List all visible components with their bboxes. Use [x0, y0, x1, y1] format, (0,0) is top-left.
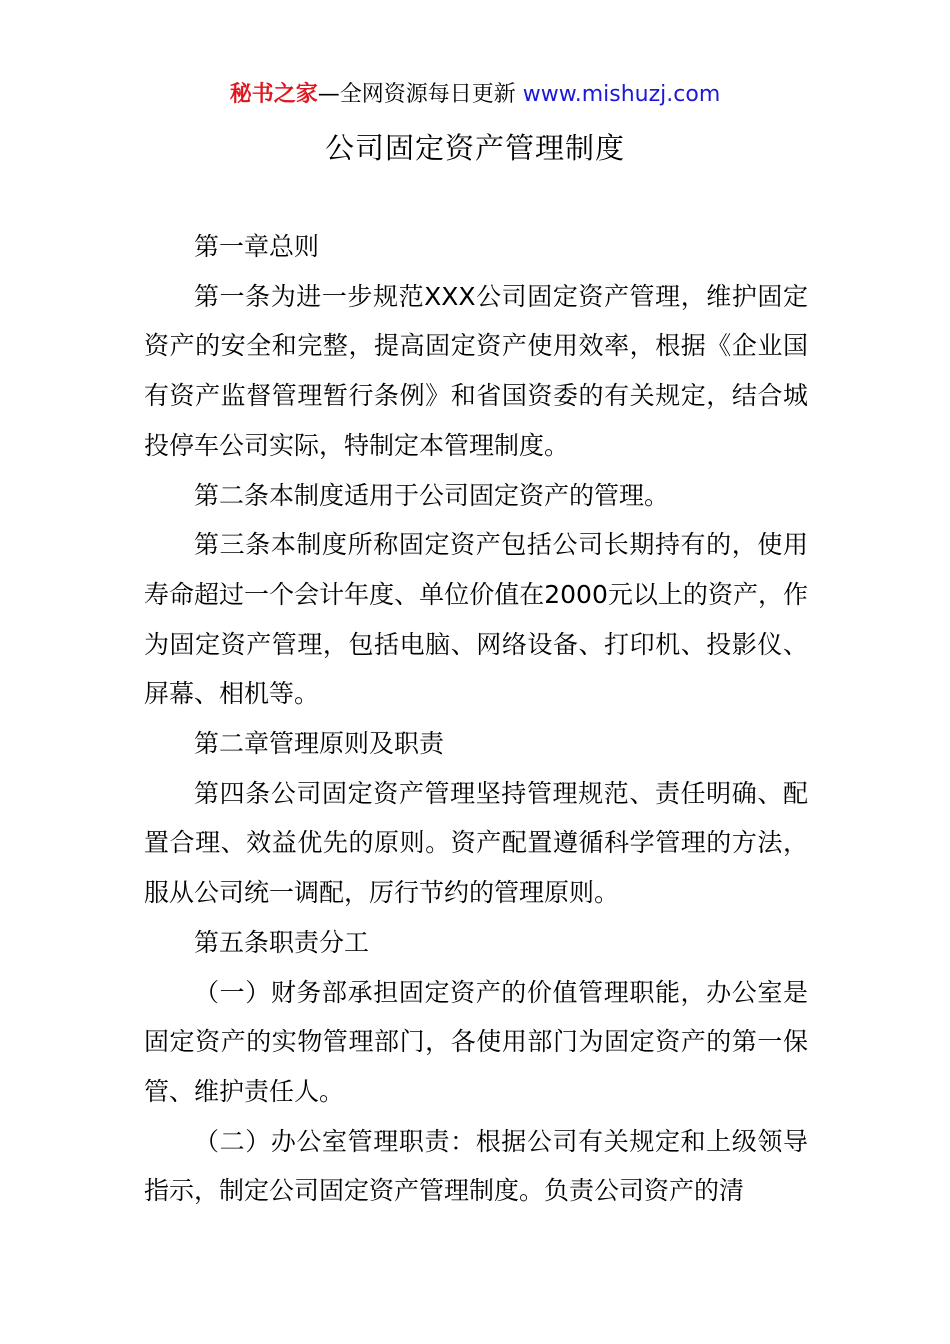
- site-header: [0, 78, 950, 112]
- chapter-heading: 第二章管理原则及职责: [194, 729, 445, 759]
- article-paragraph: 第五条职责分工: [194, 927, 370, 957]
- brand-name: 秘书之家: [229, 82, 318, 107]
- document-title: 公司固定资产管理制度: [324, 131, 625, 165]
- site-url-link[interactable]: www.mishuzj.com: [522, 82, 721, 107]
- chapter-heading: 第一章总则: [194, 232, 320, 261]
- document-body: [144, 222, 808, 1216]
- article-paragraph: 第三条本制度所称固定资产包括公司长期持有的，使用寿命超过一个会计年度、单位价值在2000元以上的资产，作为固定资产管理，包括电脑、网络设备、打印机、投影仪、屏幕、相机等。: [144, 530, 808, 709]
- article-paragraph: （一）财务部承担固定资产的价值管理职能，办公室是固定资产的实物管理部门，各使用部门为固定资产的第一保管、维护责任人。: [144, 977, 808, 1106]
- site-slogan: —全网资源每日更新: [317, 82, 516, 107]
- article-paragraph: 第四条公司固定资产管理坚持管理规范、责任明确、配置合理、效益优先的原则。资产配置遵循科学管理的方法，服从公司统一调配，厉行节约的管理原则。: [144, 778, 808, 908]
- article-paragraph: 第二条本制度适用于公司固定资产的管理。: [194, 480, 670, 510]
- article-paragraph: 第一条为进一步规范XXX公司固定资产管理，维护固定资产的安全和完整，提高固定资产使用效率，根据《企业国有资产监督管理暂行条例》和省国资委的有关规定，结合城投停车公司实际，特制定本管理制度。: [144, 281, 808, 460]
- article-paragraph: （二）办公室管理职责：根据公司有关规定和上级领导指示，制定公司固定资产管理制度。负责公司资产的清: [144, 1126, 808, 1206]
